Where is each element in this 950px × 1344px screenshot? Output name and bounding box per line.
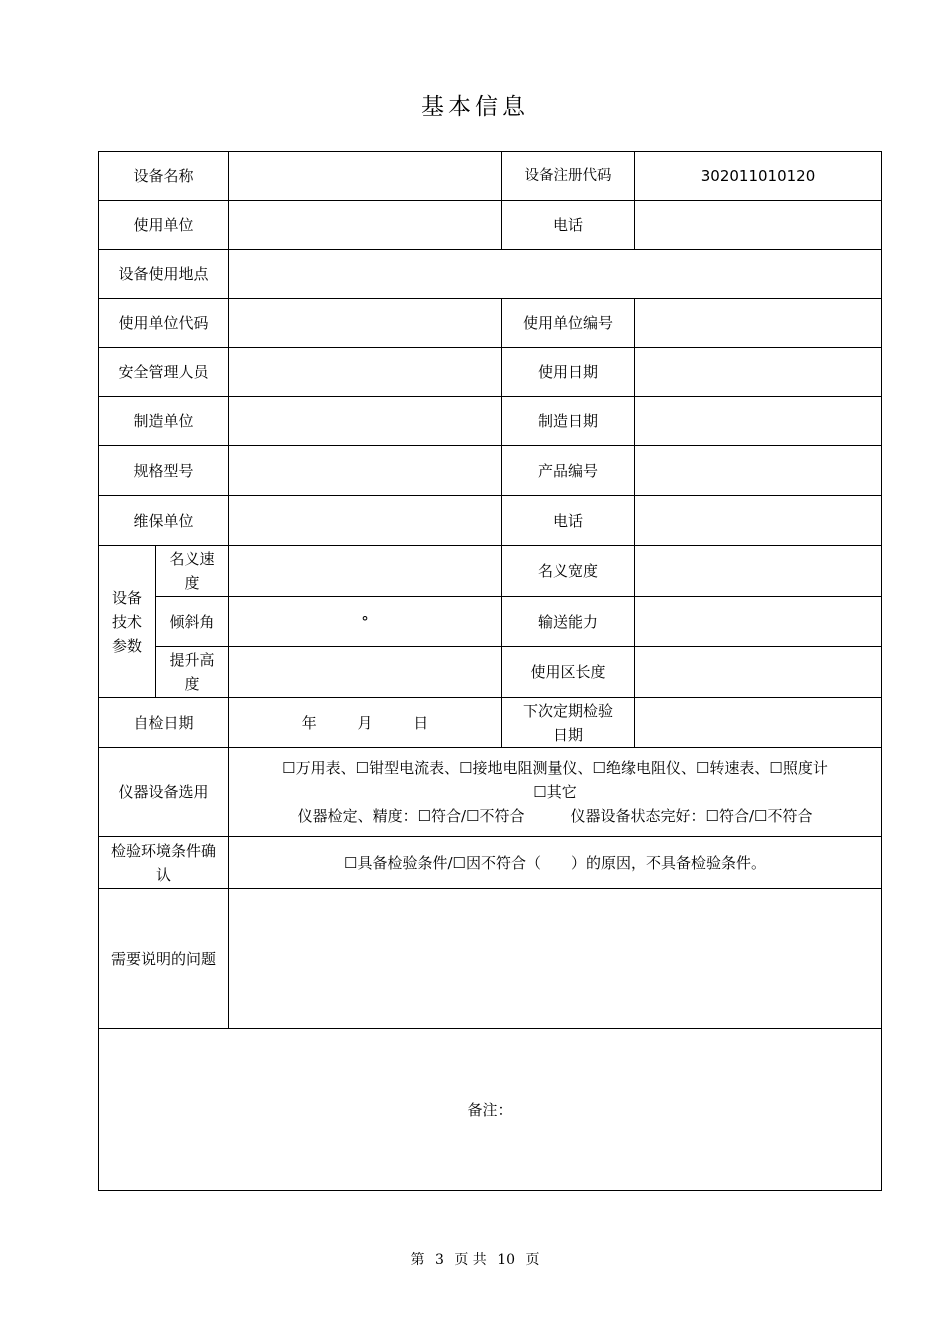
phone-label: 电话 bbox=[502, 201, 635, 250]
maintenance-unit-field[interactable] bbox=[229, 496, 502, 546]
day-label: 日 bbox=[413, 713, 429, 732]
nominal-width-field[interactable] bbox=[635, 546, 882, 597]
device-name-label: 设备名称 bbox=[99, 152, 229, 201]
nominal-speed-label: 名义速度 bbox=[156, 546, 229, 597]
degree-unit: ° bbox=[361, 612, 369, 631]
remarks-label: 备注： bbox=[467, 1100, 513, 1119]
current-page-number: 3 bbox=[434, 1252, 444, 1268]
table-row bbox=[99, 201, 882, 250]
table-row bbox=[99, 250, 882, 299]
capacity-field[interactable] bbox=[635, 597, 882, 647]
incline-angle-label: 倾斜角 bbox=[156, 597, 229, 647]
table-row bbox=[99, 748, 882, 837]
manufacturer-label: 制造单位 bbox=[99, 397, 229, 446]
table-row bbox=[99, 546, 882, 597]
lift-height-label: 提升高度 bbox=[156, 647, 229, 698]
nominal-speed-field[interactable] bbox=[229, 546, 502, 597]
maintenance-phone-field[interactable] bbox=[635, 496, 882, 546]
page-title: 基本信息 bbox=[421, 94, 529, 120]
use-date-field[interactable] bbox=[635, 348, 882, 397]
self-check-date-field[interactable] bbox=[229, 698, 502, 748]
maintenance-unit-label: 维保单位 bbox=[99, 496, 229, 546]
user-unit-label: 使用单位 bbox=[99, 201, 229, 250]
registration-code-field[interactable]: 302011010120 bbox=[635, 152, 882, 201]
page-footer bbox=[0, 1249, 950, 1269]
footer-suffix: 页 bbox=[525, 1252, 540, 1268]
footer-prefix: 第 bbox=[410, 1252, 425, 1268]
instrument-options-line: ☐万用表、☐钳型电流表、☐接地电阻测量仪、☐绝缘电阻仪、☐转速表、☐照度计 bbox=[282, 759, 828, 777]
instrument-other-option: ☐其它 bbox=[533, 783, 577, 801]
table-row bbox=[99, 152, 882, 201]
product-number-field[interactable] bbox=[635, 446, 882, 496]
user-unit-number-field[interactable] bbox=[635, 299, 882, 348]
maintenance-phone-label: 电话 bbox=[502, 496, 635, 546]
year-label: 年 bbox=[301, 713, 317, 732]
tech-params-label: 设备技术参数 bbox=[99, 546, 156, 698]
table-row bbox=[99, 496, 882, 546]
lift-height-field[interactable] bbox=[229, 647, 502, 698]
remarks-field[interactable] bbox=[99, 1029, 882, 1191]
use-zone-length-field[interactable] bbox=[635, 647, 882, 698]
month-label: 月 bbox=[357, 713, 373, 732]
issues-field[interactable] bbox=[229, 889, 882, 1029]
table-row bbox=[99, 348, 882, 397]
device-name-field[interactable] bbox=[229, 152, 502, 201]
incline-angle-field[interactable] bbox=[229, 597, 502, 647]
manufacture-date-label: 制造日期 bbox=[502, 397, 635, 446]
table-row bbox=[99, 1029, 882, 1191]
location-field[interactable] bbox=[229, 250, 882, 299]
environment-confirm-label: 检验环境条件确认 bbox=[99, 837, 229, 889]
instrument-selection-field[interactable] bbox=[229, 748, 882, 837]
table-row bbox=[99, 597, 882, 647]
nominal-width-label: 名义宽度 bbox=[502, 546, 635, 597]
user-unit-code-field[interactable] bbox=[229, 299, 502, 348]
next-inspection-date-label: 下次定期检验日期 bbox=[502, 698, 635, 748]
user-unit-number-label: 使用单位编号 bbox=[502, 299, 635, 348]
use-date-label: 使用日期 bbox=[502, 348, 635, 397]
table-row bbox=[99, 647, 882, 698]
phone-field[interactable] bbox=[635, 201, 882, 250]
manufacturer-field[interactable] bbox=[229, 397, 502, 446]
table-row bbox=[99, 446, 882, 496]
issues-label: 需要说明的问题 bbox=[99, 889, 229, 1029]
model-label: 规格型号 bbox=[99, 446, 229, 496]
instrument-selection-label: 仪器设备选用 bbox=[99, 748, 229, 837]
table-row bbox=[99, 698, 882, 748]
footer-mid: 页 共 bbox=[454, 1252, 487, 1268]
total-page-number: 10 bbox=[497, 1252, 516, 1268]
safety-manager-label: 安全管理人员 bbox=[99, 348, 229, 397]
table-row bbox=[99, 299, 882, 348]
capacity-label: 输送能力 bbox=[502, 597, 635, 647]
table-row bbox=[99, 889, 882, 1029]
instrument-status-check: 仪器设备状态完好：☐符合/☐不符合 bbox=[570, 807, 813, 825]
location-label: 设备使用地点 bbox=[99, 250, 229, 299]
model-field[interactable] bbox=[229, 446, 502, 496]
registration-code-label: 设备注册代码 bbox=[502, 152, 635, 201]
table-row bbox=[99, 397, 882, 446]
safety-manager-field[interactable] bbox=[229, 348, 502, 397]
next-inspection-date-field[interactable] bbox=[635, 698, 882, 748]
use-zone-length-label: 使用区长度 bbox=[502, 647, 635, 698]
basic-info-table bbox=[98, 151, 882, 1191]
calibration-check: 仪器检定、精度：☐符合/☐不符合 bbox=[297, 807, 525, 825]
environment-confirm-field[interactable]: ☐具备检验条件/☐因不符合（ ）的原因，不具备检验条件。 bbox=[229, 837, 882, 889]
product-number-label: 产品编号 bbox=[502, 446, 635, 496]
table-row bbox=[99, 837, 882, 889]
user-unit-code-label: 使用单位代码 bbox=[99, 299, 229, 348]
user-unit-field[interactable] bbox=[229, 201, 502, 250]
self-check-date-label: 自检日期 bbox=[99, 698, 229, 748]
manufacture-date-field[interactable] bbox=[635, 397, 882, 446]
